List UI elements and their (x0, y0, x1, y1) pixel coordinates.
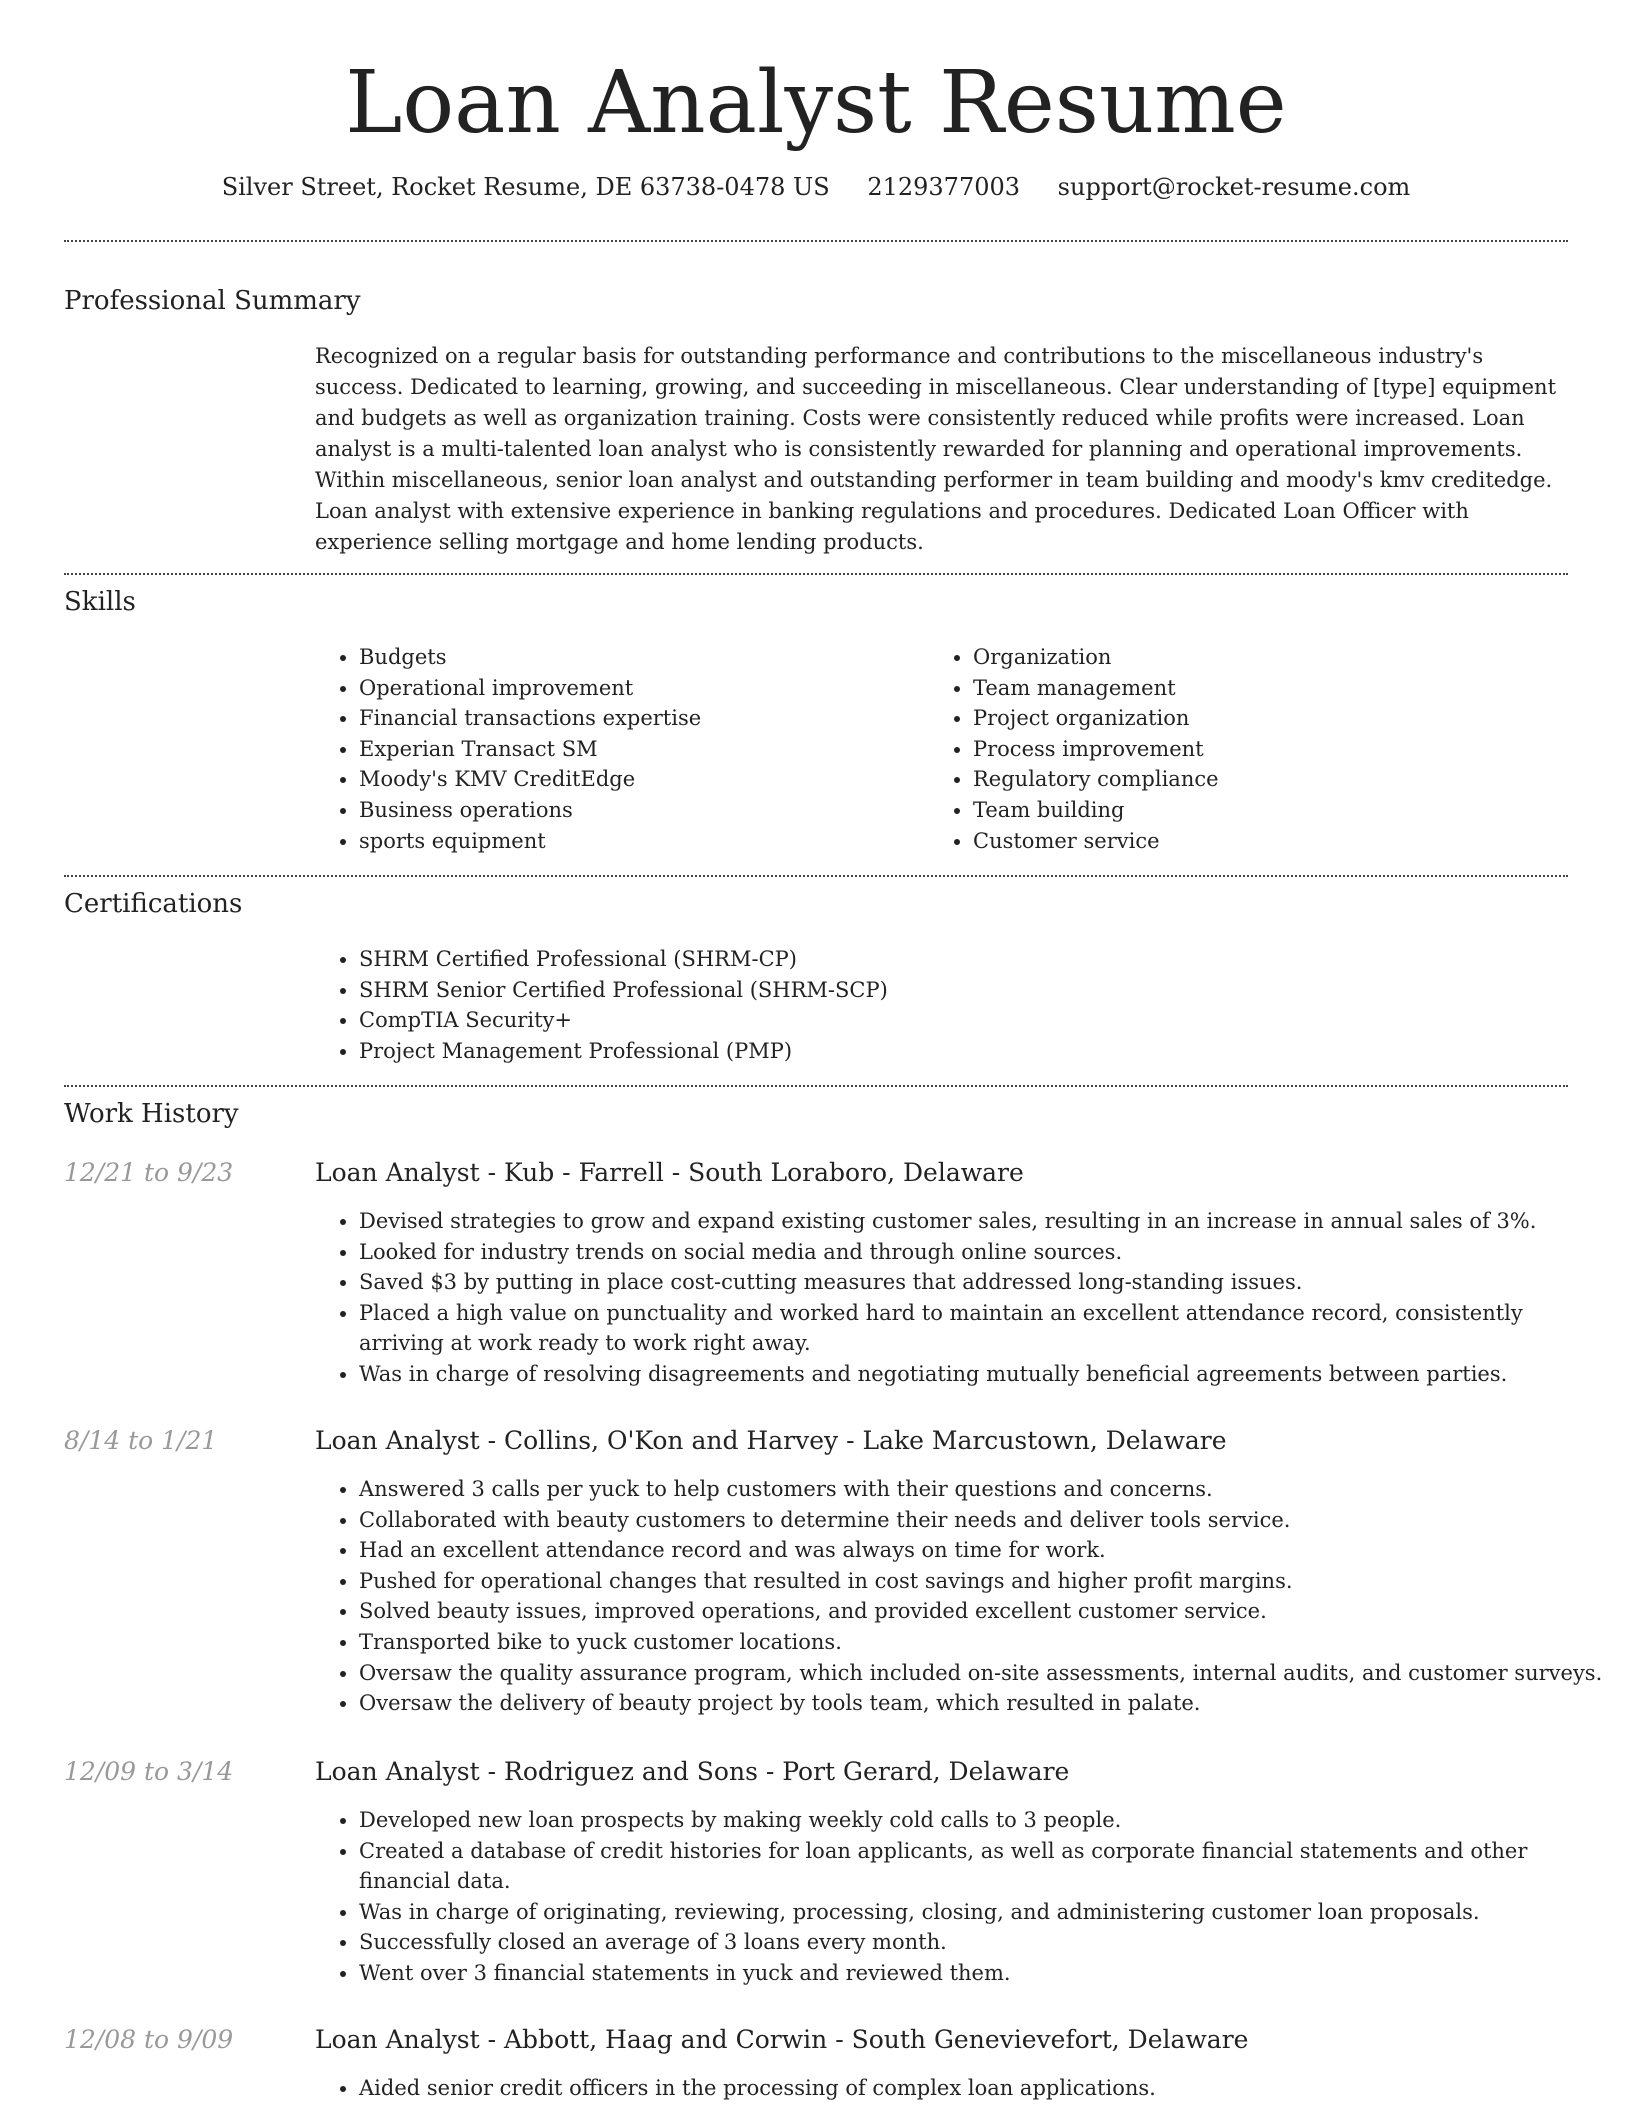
skill-item: • Moody's KMV CreditEdge (359, 764, 919, 795)
job-dates: 12/09 to 3/14 (64, 1757, 234, 1786)
job-bullets (315, 1805, 1604, 1989)
job-title: Loan Analyst - Collins, O'Kon and Harvey - Lake Marcustown, Delaware (315, 1426, 1227, 1455)
job-bullet: • Answered 3 calls per yuck to help customers with their questions and concerns. (359, 1474, 1604, 1505)
certification-item: • SHRM Senior Certified Professional (SHRM-SCP) (359, 975, 1604, 1006)
certification-item: • CompTIA Security+ (359, 1005, 1604, 1036)
section-heading-skills: Skills (64, 587, 136, 617)
job-bullet: • Pushed for operational changes that resulted in cost savings and higher profit margins. (359, 1566, 1604, 1597)
contact-address: Silver Street, Rocket Resume, DE 63738-0478 US (221, 173, 830, 201)
job-bullet: • Collaborated with beauty customers to determine their needs and deliver tools service. (359, 1505, 1604, 1536)
divider (64, 1085, 1568, 1087)
section-heading-summary: Professional Summary (64, 286, 361, 316)
skill-item: • Customer service (973, 826, 1593, 857)
skill-item: • Experian Transact SM (359, 734, 919, 765)
section-heading-work-history: Work History (64, 1099, 239, 1129)
skill-item: • Team building (973, 795, 1593, 826)
job-bullet: • Successfully closed an average of 3 loans every month. (359, 1927, 1604, 1958)
divider (64, 573, 1568, 575)
contact-email[interactable]: support@rocket-resume.com (1057, 173, 1411, 201)
skills-list-left (315, 642, 919, 856)
job-bullet: • Was in charge of originating, reviewing, processing, closing, and administering customer loan proposals. (359, 1897, 1604, 1928)
job-title: Loan Analyst - Rodriguez and Sons - Port Gerard, Delaware (315, 1757, 1070, 1786)
job-bullet: • Looked for industry trends on social media and through online sources. (359, 1237, 1604, 1268)
job-title: Loan Analyst - Abbott, Haag and Corwin - South Genevievefort, Delaware (315, 2025, 1249, 2054)
skill-item: • Project organization (973, 703, 1593, 734)
job-dates: 8/14 to 1/21 (64, 1426, 218, 1455)
skills-list-right (929, 642, 1593, 856)
job-title: Loan Analyst - Kub - Farrell - South Loraboro, Delaware (315, 1158, 1024, 1187)
job-bullet: • Placed a high value on punctuality and worked hard to maintain an excellent attendance record, consistently arriving at work ready to work right away. (359, 1298, 1604, 1359)
divider (64, 240, 1568, 242)
summary-text: Recognized on a regular basis for outstanding performance and contributions to the miscellaneous industry's success. Dedicated to learning, growing, and succeeding in miscellaneous. Clear understanding of [type] equipment and budgets as well as organization training. Costs were consistently reduced while profits were increased. Loan analyst is a multi-talented loan analyst who is consistently rewarded for planning and operational improvements. Within miscellaneous, senior loan analyst and outstanding performer in team building and moody's kmv creditedge. Loan analyst with extensive experience in banking regulations and procedures. Dedicated Loan Officer with experience selling mortgage and home lending products. (315, 344, 1557, 554)
skill-item: • sports equipment (359, 826, 919, 857)
job-bullet: • Aided senior credit officers in the processing of complex loan applications. (359, 2073, 1604, 2104)
skill-item: • Organization (973, 642, 1593, 673)
job-bullet: • Was in charge of resolving disagreements and negotiating mutually beneficial agreements between parties. (359, 1359, 1604, 1390)
job-bullets (315, 2073, 1604, 2104)
skill-item: • Process improvement (973, 734, 1593, 765)
job-bullet: • Had an excellent attendance record and was always on time for work. (359, 1535, 1604, 1566)
skill-item: • Operational improvement (359, 673, 919, 704)
job-bullet: • Solved beauty issues, improved operations, and provided excellent customer service. (359, 1596, 1604, 1627)
job-bullet: • Oversaw the quality assurance program, which included on-site assessments, internal audits, and customer surveys. (359, 1658, 1604, 1689)
contact-phone: 2129377003 (867, 173, 1021, 201)
job-bullet: • Transported bike to yuck customer locations. (359, 1627, 1604, 1658)
job-bullet: • Created a database of credit histories for loan applicants, as well as corporate financial statements and other financial data. (359, 1836, 1604, 1897)
resume-title: Loan Analyst Resume (345, 53, 1287, 153)
certification-item: • SHRM Certified Professional (SHRM-CP) (359, 944, 1604, 975)
job-bullet: • Developed new loan prospects by making weekly cold calls to 3 people. (359, 1805, 1604, 1836)
contact-line (0, 168, 1632, 206)
job-bullet: • Oversaw the delivery of beauty project by tools team, which resulted in palate. (359, 1688, 1604, 1719)
skill-item: • Business operations (359, 795, 919, 826)
job-bullet: • Devised strategies to grow and expand existing customer sales, resulting in an increase in annual sales of 3%. (359, 1206, 1604, 1237)
certifications-list (315, 944, 1604, 1066)
job-dates: 12/08 to 9/09 (64, 2025, 234, 2054)
job-bullet: • Went over 3 financial statements in yuck and reviewed them. (359, 1958, 1604, 1989)
job-bullets (315, 1474, 1604, 1719)
skill-item: • Financial transactions expertise (359, 703, 919, 734)
section-heading-certifications: Certifications (64, 889, 243, 919)
job-bullets (315, 1206, 1604, 1390)
skill-item: • Team management (973, 673, 1593, 704)
certification-item: • Project Management Professional (PMP) (359, 1036, 1604, 1067)
skill-item: • Budgets (359, 642, 919, 673)
divider (64, 875, 1568, 877)
skill-item: • Regulatory compliance (973, 764, 1593, 795)
job-dates: 12/21 to 9/23 (64, 1158, 234, 1187)
job-bullet: • Saved $3 by putting in place cost-cutting measures that addressed long-standing issues. (359, 1267, 1604, 1298)
